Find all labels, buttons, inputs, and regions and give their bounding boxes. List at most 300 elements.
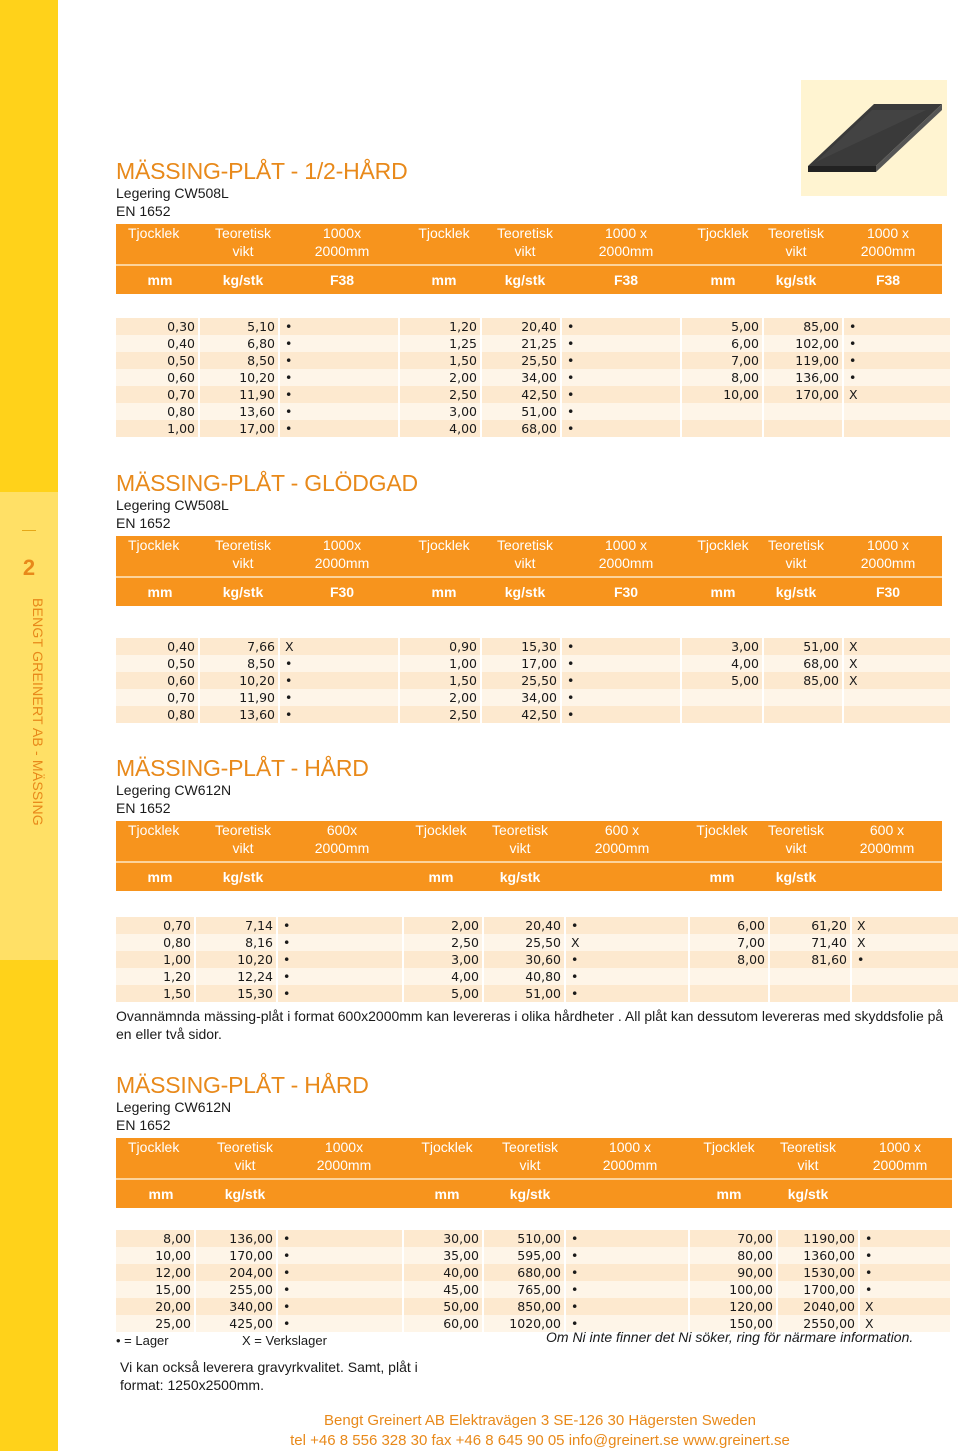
- table-row: [116, 672, 952, 689]
- value-cell: 68,00: [482, 420, 562, 437]
- value-cell: 1190,00: [778, 1230, 860, 1247]
- table-header: [116, 536, 942, 606]
- value-cell: 12,24: [196, 968, 278, 985]
- header-unit-cell: kg/stk: [509, 1186, 551, 1202]
- value-cell: 0,70: [116, 917, 196, 934]
- value-cell: 20,40: [484, 917, 566, 934]
- value-cell: 8,50: [200, 352, 280, 369]
- value-cell: 2,50: [404, 934, 484, 951]
- availability-cell: •: [278, 934, 404, 951]
- availability-cell: •: [278, 1298, 404, 1315]
- header-cell: 1000 x 2000mm: [872, 1139, 928, 1173]
- header-cell: Teoretisk vikt: [214, 537, 272, 571]
- value-cell: 6,80: [200, 335, 280, 352]
- footer-address: Bengt Greinert AB Elektravägen 3 SE-126 30 Hägersten Sweden: [324, 1412, 756, 1429]
- header-cell: 600x 2000mm: [314, 822, 370, 856]
- availability-cell: [844, 706, 952, 723]
- header-unit-cell: F38: [329, 272, 355, 288]
- table-row: [116, 689, 952, 706]
- value-cell: 0,90: [400, 638, 482, 655]
- header-cell: Tjocklek: [418, 225, 470, 241]
- header-cell: 1000x 2000mm: [314, 225, 370, 259]
- value-cell: 42,50: [482, 706, 562, 723]
- table-row: [116, 386, 952, 403]
- value-cell: 71,40: [770, 934, 852, 951]
- header-unit-cell: kg/stk: [222, 869, 264, 885]
- value-cell: 30,60: [484, 951, 566, 968]
- header-cell: 1000 x 2000mm: [598, 537, 654, 571]
- value-cell: 2,00: [400, 689, 482, 706]
- value-cell: 0,50: [116, 352, 200, 369]
- sidebar-vertical-text: BENGT GREINERT AB - MÄSSING: [30, 598, 46, 826]
- standard-label: EN 1652: [116, 1117, 171, 1133]
- header-unit-cell: mm: [710, 272, 736, 288]
- availability-cell: •: [844, 335, 952, 352]
- table-row: [116, 706, 952, 723]
- header-cell: Teoretisk vikt: [496, 225, 554, 259]
- header-unit-cell: mm: [710, 584, 736, 600]
- table-row: [116, 951, 960, 968]
- value-cell: 25,50: [482, 672, 562, 689]
- value-cell: 25,00: [116, 1315, 196, 1332]
- legend-stock-text: • = Lager: [116, 1333, 169, 1348]
- value-cell: [770, 985, 852, 1002]
- header-unit-cell: F30: [613, 584, 639, 600]
- value-cell: [690, 985, 770, 1002]
- table-row: [116, 420, 952, 437]
- header-cell: 1000 x 2000mm: [860, 225, 916, 259]
- availability-cell: •: [562, 672, 682, 689]
- value-cell: 5,00: [682, 318, 764, 335]
- header-cell: Tjocklek: [418, 537, 470, 553]
- value-cell: 6,00: [682, 335, 764, 352]
- table-row: [116, 638, 952, 655]
- header-cell: Teoretisk vikt: [767, 822, 825, 856]
- value-cell: 34,00: [482, 689, 562, 706]
- value-cell: 510,00: [484, 1230, 566, 1247]
- page-number-divider: [22, 530, 36, 531]
- header-cell: Tjocklek: [696, 822, 748, 838]
- legend-factory-text: X = Verkslager: [242, 1333, 327, 1348]
- value-cell: 3,00: [404, 951, 484, 968]
- value-cell: 51,00: [764, 638, 844, 655]
- value-cell: 120,00: [690, 1298, 778, 1315]
- availability-cell: •: [562, 352, 682, 369]
- header-cell: 1000 x 2000mm: [598, 225, 654, 259]
- value-cell: 0,80: [116, 934, 196, 951]
- header-unit-cell: F38: [613, 272, 639, 288]
- value-cell: 1,00: [116, 951, 196, 968]
- table-row: [116, 352, 952, 369]
- data-table: [116, 1230, 952, 1332]
- value-cell: [682, 689, 764, 706]
- section-hard-600: [116, 755, 952, 1001]
- table-header: [116, 1138, 952, 1208]
- engraving-note: Vi kan också leverera gravyrkvalitet. Samt, plåt i format: 1250x2500mm.: [120, 1359, 418, 1393]
- availability-cell: •: [278, 1247, 404, 1264]
- availability-cell: •: [566, 968, 690, 985]
- availability-cell: •: [860, 1247, 952, 1264]
- header-unit-cell: kg/stk: [504, 272, 546, 288]
- value-cell: 40,80: [484, 968, 566, 985]
- header-cell: Tjocklek: [697, 225, 749, 241]
- value-cell: 42,50: [482, 386, 562, 403]
- value-cell: 0,80: [116, 403, 200, 420]
- value-cell: 7,00: [682, 352, 764, 369]
- value-cell: 8,00: [682, 369, 764, 386]
- availability-cell: •: [280, 655, 400, 672]
- standard-label: EN 1652: [116, 203, 171, 219]
- header-cell: Teoretisk vikt: [767, 225, 825, 259]
- header-unit-cell: kg/stk: [499, 869, 541, 885]
- header-unit-cell: mm: [147, 869, 173, 885]
- value-cell: 170,00: [196, 1247, 278, 1264]
- section-title: MÄSSING-PLÅT - HÅRD: [116, 755, 369, 781]
- data-table: [116, 917, 960, 1002]
- value-cell: 12,00: [116, 1264, 196, 1281]
- value-cell: 85,00: [764, 318, 844, 335]
- value-cell: 15,30: [482, 638, 562, 655]
- value-cell: 1,20: [400, 318, 482, 335]
- value-cell: 60,00: [404, 1315, 484, 1332]
- value-cell: 30,00: [404, 1230, 484, 1247]
- value-cell: 3,00: [400, 403, 482, 420]
- header-cell: Tjocklek: [128, 822, 180, 838]
- value-cell: 61,20: [770, 917, 852, 934]
- value-cell: 7,14: [196, 917, 278, 934]
- availability-cell: X: [844, 655, 952, 672]
- page-number: 2: [22, 555, 36, 580]
- value-cell: 10,20: [200, 369, 280, 386]
- value-cell: 50,00: [404, 1298, 484, 1315]
- alloy-label: Legering CW612N: [116, 782, 232, 798]
- availability-cell: X: [860, 1298, 952, 1315]
- availability-cell: •: [566, 1247, 690, 1264]
- value-cell: 1,25: [400, 335, 482, 352]
- value-cell: [770, 968, 852, 985]
- availability-cell: •: [280, 386, 400, 403]
- availability-cell: •: [562, 335, 682, 352]
- availability-cell: •: [562, 689, 682, 706]
- availability-cell: •: [562, 638, 682, 655]
- value-cell: 136,00: [764, 369, 844, 386]
- value-cell: 2550,00: [778, 1315, 860, 1332]
- value-cell: 10,00: [682, 386, 764, 403]
- availability-cell: •: [280, 689, 400, 706]
- value-cell: 0,60: [116, 369, 200, 386]
- table-row: [116, 335, 952, 352]
- footer-contact: tel +46 8 556 328 30 fax +46 8 645 90 05 info@greinert.se www.greinert.se: [290, 1432, 790, 1449]
- alloy-label: Legering CW612N: [116, 1099, 232, 1115]
- value-cell: 8,00: [116, 1230, 196, 1247]
- header-unit-cell: mm: [709, 869, 735, 885]
- data-table: [116, 318, 952, 437]
- availability-cell: •: [860, 1281, 952, 1298]
- header-cell: Teoretisk vikt: [214, 225, 272, 259]
- header-unit-cell: kg/stk: [775, 272, 817, 288]
- value-cell: 20,40: [482, 318, 562, 335]
- alloy-label: Legering CW508L: [116, 497, 229, 513]
- header-cell: Teoretisk vikt: [216, 1139, 274, 1173]
- value-cell: 17,00: [200, 420, 280, 437]
- availability-cell: •: [844, 318, 952, 335]
- alloy-label: Legering CW508L: [116, 185, 229, 201]
- search-note: Om Ni inte finner det Ni söker, ring för närmare information.: [546, 1329, 914, 1345]
- table-row: [116, 985, 960, 1002]
- value-cell: 35,00: [404, 1247, 484, 1264]
- value-cell: 1700,00: [778, 1281, 860, 1298]
- value-cell: 0,50: [116, 655, 200, 672]
- availability-cell: •: [562, 318, 682, 335]
- value-cell: 2,00: [404, 917, 484, 934]
- header-unit-cell: kg/stk: [224, 1186, 266, 1202]
- availability-cell: •: [860, 1264, 952, 1281]
- value-cell: 0,80: [116, 706, 200, 723]
- availability-cell: •: [278, 917, 404, 934]
- value-cell: 70,00: [690, 1230, 778, 1247]
- header-unit-cell: kg/stk: [504, 584, 546, 600]
- value-cell: 2,00: [400, 369, 482, 386]
- availability-cell: [852, 985, 960, 1002]
- value-cell: 1360,00: [778, 1247, 860, 1264]
- sidebar: [0, 0, 58, 1451]
- availability-cell: X: [852, 917, 960, 934]
- availability-cell: •: [280, 352, 400, 369]
- value-cell: 25,50: [482, 352, 562, 369]
- value-cell: 3,00: [682, 638, 764, 655]
- availability-cell: X: [860, 1315, 952, 1332]
- table-row: [116, 655, 952, 672]
- value-cell: 25,50: [484, 934, 566, 951]
- standard-label: EN 1652: [116, 800, 171, 816]
- table-row: [116, 1247, 952, 1264]
- value-cell: 51,00: [484, 985, 566, 1002]
- availability-cell: •: [280, 318, 400, 335]
- availability-cell: •: [562, 403, 682, 420]
- availability-cell: •: [562, 386, 682, 403]
- value-cell: 21,25: [482, 335, 562, 352]
- section-hard-1000: [116, 1072, 952, 1331]
- section-title: MÄSSING-PLÅT - HÅRD: [116, 1072, 369, 1098]
- value-cell: 1,50: [116, 985, 196, 1002]
- availability-cell: •: [280, 335, 400, 352]
- availability-cell: •: [562, 655, 682, 672]
- value-cell: 425,00: [196, 1315, 278, 1332]
- section-title: MÄSSING-PLÅT - GLÖDGAD: [116, 470, 418, 496]
- value-cell: [764, 706, 844, 723]
- value-cell: 1530,00: [778, 1264, 860, 1281]
- header-cell: Teoretisk vikt: [501, 1139, 559, 1173]
- header-cell: Tjocklek: [128, 225, 180, 241]
- value-cell: 0,30: [116, 318, 200, 335]
- value-cell: 850,00: [484, 1298, 566, 1315]
- header-unit-cell: kg/stk: [775, 584, 817, 600]
- header-cell: Teoretisk vikt: [214, 822, 272, 856]
- availability-cell: •: [852, 951, 960, 968]
- value-cell: 340,00: [196, 1298, 278, 1315]
- value-cell: [764, 403, 844, 420]
- availability-cell: •: [278, 1281, 404, 1298]
- availability-cell: •: [844, 352, 952, 369]
- header-cell: Tjocklek: [128, 1139, 180, 1155]
- availability-cell: •: [566, 917, 690, 934]
- value-cell: 1,20: [116, 968, 196, 985]
- value-cell: 1,00: [400, 655, 482, 672]
- availability-cell: X: [852, 934, 960, 951]
- value-cell: [690, 968, 770, 985]
- header-cell: Teoretisk vikt: [767, 537, 825, 571]
- value-cell: 51,00: [482, 403, 562, 420]
- availability-cell: •: [278, 951, 404, 968]
- availability-cell: [852, 968, 960, 985]
- header-unit-cell: F38: [875, 272, 901, 288]
- header-unit-cell: mm: [434, 1186, 460, 1202]
- availability-cell: •: [278, 985, 404, 1002]
- value-cell: 6,00: [690, 917, 770, 934]
- header-cell: Tjocklek: [421, 1139, 473, 1155]
- value-cell: 0,40: [116, 638, 200, 655]
- value-cell: [764, 689, 844, 706]
- value-cell: 0,60: [116, 672, 200, 689]
- value-cell: 2040,00: [778, 1298, 860, 1315]
- value-cell: 40,00: [404, 1264, 484, 1281]
- availability-cell: •: [566, 951, 690, 968]
- value-cell: 4,00: [682, 655, 764, 672]
- value-cell: 100,00: [690, 1281, 778, 1298]
- value-cell: 0,70: [116, 689, 200, 706]
- availability-cell: •: [278, 1230, 404, 1247]
- availability-cell: [844, 420, 952, 437]
- value-cell: 45,00: [404, 1281, 484, 1298]
- section-title: MÄSSING-PLÅT - 1/2-HÅRD: [116, 158, 408, 184]
- table-row: [116, 1298, 952, 1315]
- header-unit-cell: kg/stk: [775, 869, 817, 885]
- table-row: [116, 1230, 952, 1247]
- header-cell: 1000 x 2000mm: [860, 537, 916, 571]
- availability-cell: •: [278, 1315, 404, 1332]
- header-cell: Teoretisk vikt: [491, 822, 549, 856]
- value-cell: [764, 420, 844, 437]
- availability-cell: X: [844, 386, 952, 403]
- value-cell: 80,00: [690, 1247, 778, 1264]
- value-cell: 7,00: [690, 934, 770, 951]
- value-cell: 1020,00: [484, 1315, 566, 1332]
- header-cell: 1000 x 2000mm: [602, 1139, 658, 1173]
- value-cell: 204,00: [196, 1264, 278, 1281]
- value-cell: 13,60: [200, 706, 280, 723]
- value-cell: 7,66: [200, 638, 280, 655]
- format-note: Ovannämnda mässing-plåt i format 600x2000mm kan levereras i olika hårdheter . All plåt kan dessutom levereras med skyddsfolie på en eller två sidor.: [116, 1008, 944, 1042]
- value-cell: 1,50: [400, 672, 482, 689]
- value-cell: 5,00: [404, 985, 484, 1002]
- table-row: [116, 917, 960, 934]
- availability-cell: •: [566, 1298, 690, 1315]
- value-cell: 4,00: [404, 968, 484, 985]
- value-cell: 11,90: [200, 386, 280, 403]
- header-cell: Tjocklek: [415, 822, 467, 838]
- availability-cell: •: [280, 672, 400, 689]
- header-unit-cell: F30: [329, 584, 355, 600]
- legend-stock: [116, 1333, 169, 1349]
- value-cell: 255,00: [196, 1281, 278, 1298]
- availability-cell: •: [844, 369, 952, 386]
- table-header: [116, 224, 942, 294]
- value-cell: [682, 706, 764, 723]
- value-cell: 0,40: [116, 335, 200, 352]
- header-unit-cell: mm: [431, 584, 457, 600]
- value-cell: 170,00: [764, 386, 844, 403]
- value-cell: 765,00: [484, 1281, 566, 1298]
- header-cell: 1000x 2000mm: [314, 537, 370, 571]
- value-cell: 5,10: [200, 318, 280, 335]
- section-half-hard: [116, 158, 952, 436]
- value-cell: 10,20: [200, 672, 280, 689]
- value-cell: 680,00: [484, 1264, 566, 1281]
- value-cell: 1,00: [116, 420, 200, 437]
- header-unit-cell: kg/stk: [787, 1186, 829, 1202]
- availability-cell: X: [844, 672, 952, 689]
- availability-cell: X: [844, 638, 952, 655]
- value-cell: 15,00: [116, 1281, 196, 1298]
- availability-cell: •: [280, 369, 400, 386]
- availability-cell: •: [280, 706, 400, 723]
- value-cell: 68,00: [764, 655, 844, 672]
- availability-cell: •: [566, 1281, 690, 1298]
- header-unit-cell: mm: [431, 272, 457, 288]
- value-cell: 2,50: [400, 386, 482, 403]
- availability-cell: •: [566, 1230, 690, 1247]
- value-cell: 34,00: [482, 369, 562, 386]
- availability-cell: •: [280, 420, 400, 437]
- table-row: [116, 403, 952, 420]
- header-unit-cell: mm: [428, 869, 454, 885]
- value-cell: [682, 420, 764, 437]
- value-cell: 11,90: [200, 689, 280, 706]
- header-cell: 1000x 2000mm: [316, 1139, 372, 1173]
- value-cell: 10,20: [196, 951, 278, 968]
- header-unit-cell: F30: [875, 584, 901, 600]
- header-cell: Tjocklek: [697, 537, 749, 553]
- availability-cell: •: [562, 420, 682, 437]
- availability-cell: [844, 403, 952, 420]
- header-cell: Teoretisk vikt: [496, 537, 554, 571]
- header-cell: Teoretisk vikt: [779, 1139, 837, 1173]
- availability-cell: •: [280, 403, 400, 420]
- header-cell: Tjocklek: [703, 1139, 755, 1155]
- table-row: [116, 968, 960, 985]
- standard-label: EN 1652: [116, 515, 171, 531]
- value-cell: 13,60: [200, 403, 280, 420]
- table-row: [116, 1281, 952, 1298]
- header-unit-cell: mm: [148, 1186, 174, 1202]
- value-cell: 8,00: [690, 951, 770, 968]
- value-cell: 4,00: [400, 420, 482, 437]
- value-cell: [682, 403, 764, 420]
- value-cell: 136,00: [196, 1230, 278, 1247]
- value-cell: 119,00: [764, 352, 844, 369]
- table-row: [116, 318, 952, 335]
- table-row: [116, 369, 952, 386]
- value-cell: 81,60: [770, 951, 852, 968]
- section-annealed: [116, 470, 952, 722]
- value-cell: 15,30: [196, 985, 278, 1002]
- data-table: [116, 638, 952, 723]
- availability-cell: •: [278, 968, 404, 985]
- header-unit-cell: mm: [147, 584, 173, 600]
- availability-cell: •: [562, 369, 682, 386]
- value-cell: 150,00: [690, 1315, 778, 1332]
- availability-cell: [844, 689, 952, 706]
